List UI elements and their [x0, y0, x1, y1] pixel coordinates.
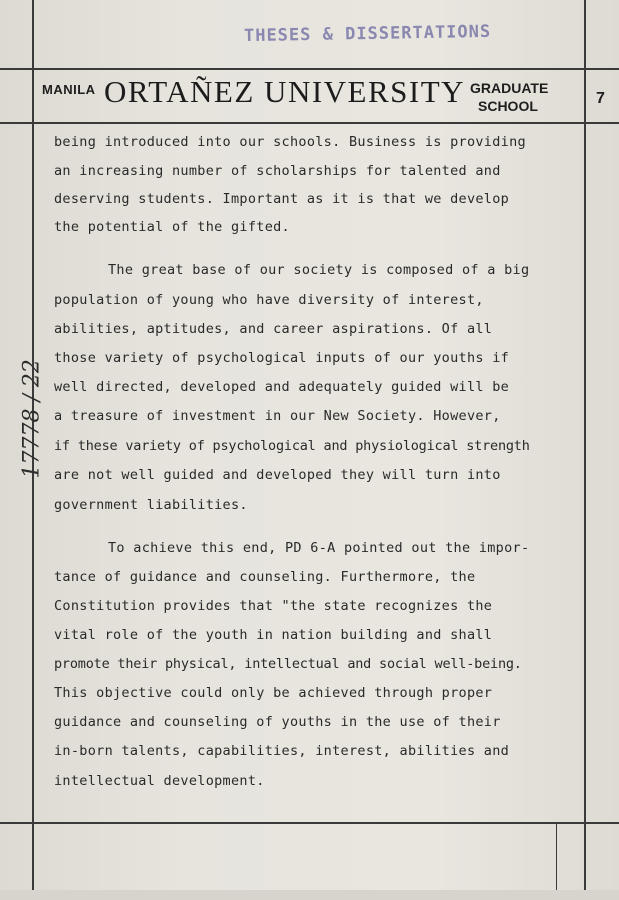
text-line: vital role of the youth in nation building and shall: [54, 627, 493, 643]
text-line: being introduced into our schools. Business is providing: [54, 134, 526, 150]
text-line: abilities, aptitudes, and career aspirations. Of all: [54, 321, 493, 337]
text-line: promote their physical, intellectual and social well-being.: [54, 656, 522, 672]
handwritten-margin-note: 17778 / 22: [19, 359, 45, 479]
text-line: the potential of the gifted.: [54, 219, 290, 235]
text-line: intellectual development.: [54, 773, 265, 789]
letterhead-school-line1: GRADUATE: [470, 80, 549, 96]
page-number: 7: [596, 90, 605, 107]
text-line: those variety of psychological inputs of our youths if: [54, 350, 510, 366]
text-line: Constitution provides that "the state recognizes the: [54, 598, 493, 614]
text-line: deserving students. Important as it is that we develop: [54, 191, 510, 207]
text-line: To achieve this end, PD 6-A pointed out the impor-: [108, 540, 530, 556]
text-line: The great base of our society is composed of a big: [108, 262, 530, 278]
text-line: This objective could only be achieved through proper: [54, 685, 493, 701]
letterhead-school-line2: SCHOOL: [478, 98, 538, 114]
page-footer-strip: [0, 890, 619, 900]
text-line: a treasure of investment in our New Society. However,: [54, 408, 501, 424]
text-line: an increasing number of scholarships for talented and: [54, 163, 501, 179]
theses-stamp: THESES & DISSERTATIONS: [243, 21, 492, 47]
text-line: government liabilities.: [54, 497, 248, 513]
text-line: guidance and counseling of youths in the use of their: [54, 714, 501, 730]
text-line: population of young who have diversity of interest,: [54, 292, 484, 308]
text-line: in-born talents, capabilities, interest, abilities and: [54, 743, 510, 759]
letterhead-university-name: ORTAÑEZ UNIVERSITY: [104, 74, 466, 109]
text-line: if these variety of psychological and physiological strength: [54, 438, 530, 454]
letterhead-city: MANILA: [42, 82, 96, 97]
text-line: are not well guided and developed they will turn into: [54, 467, 501, 483]
text-line: well directed, developed and adequately guided will be: [54, 379, 510, 395]
text-line: tance of guidance and counseling. Furthermore, the: [54, 569, 476, 585]
